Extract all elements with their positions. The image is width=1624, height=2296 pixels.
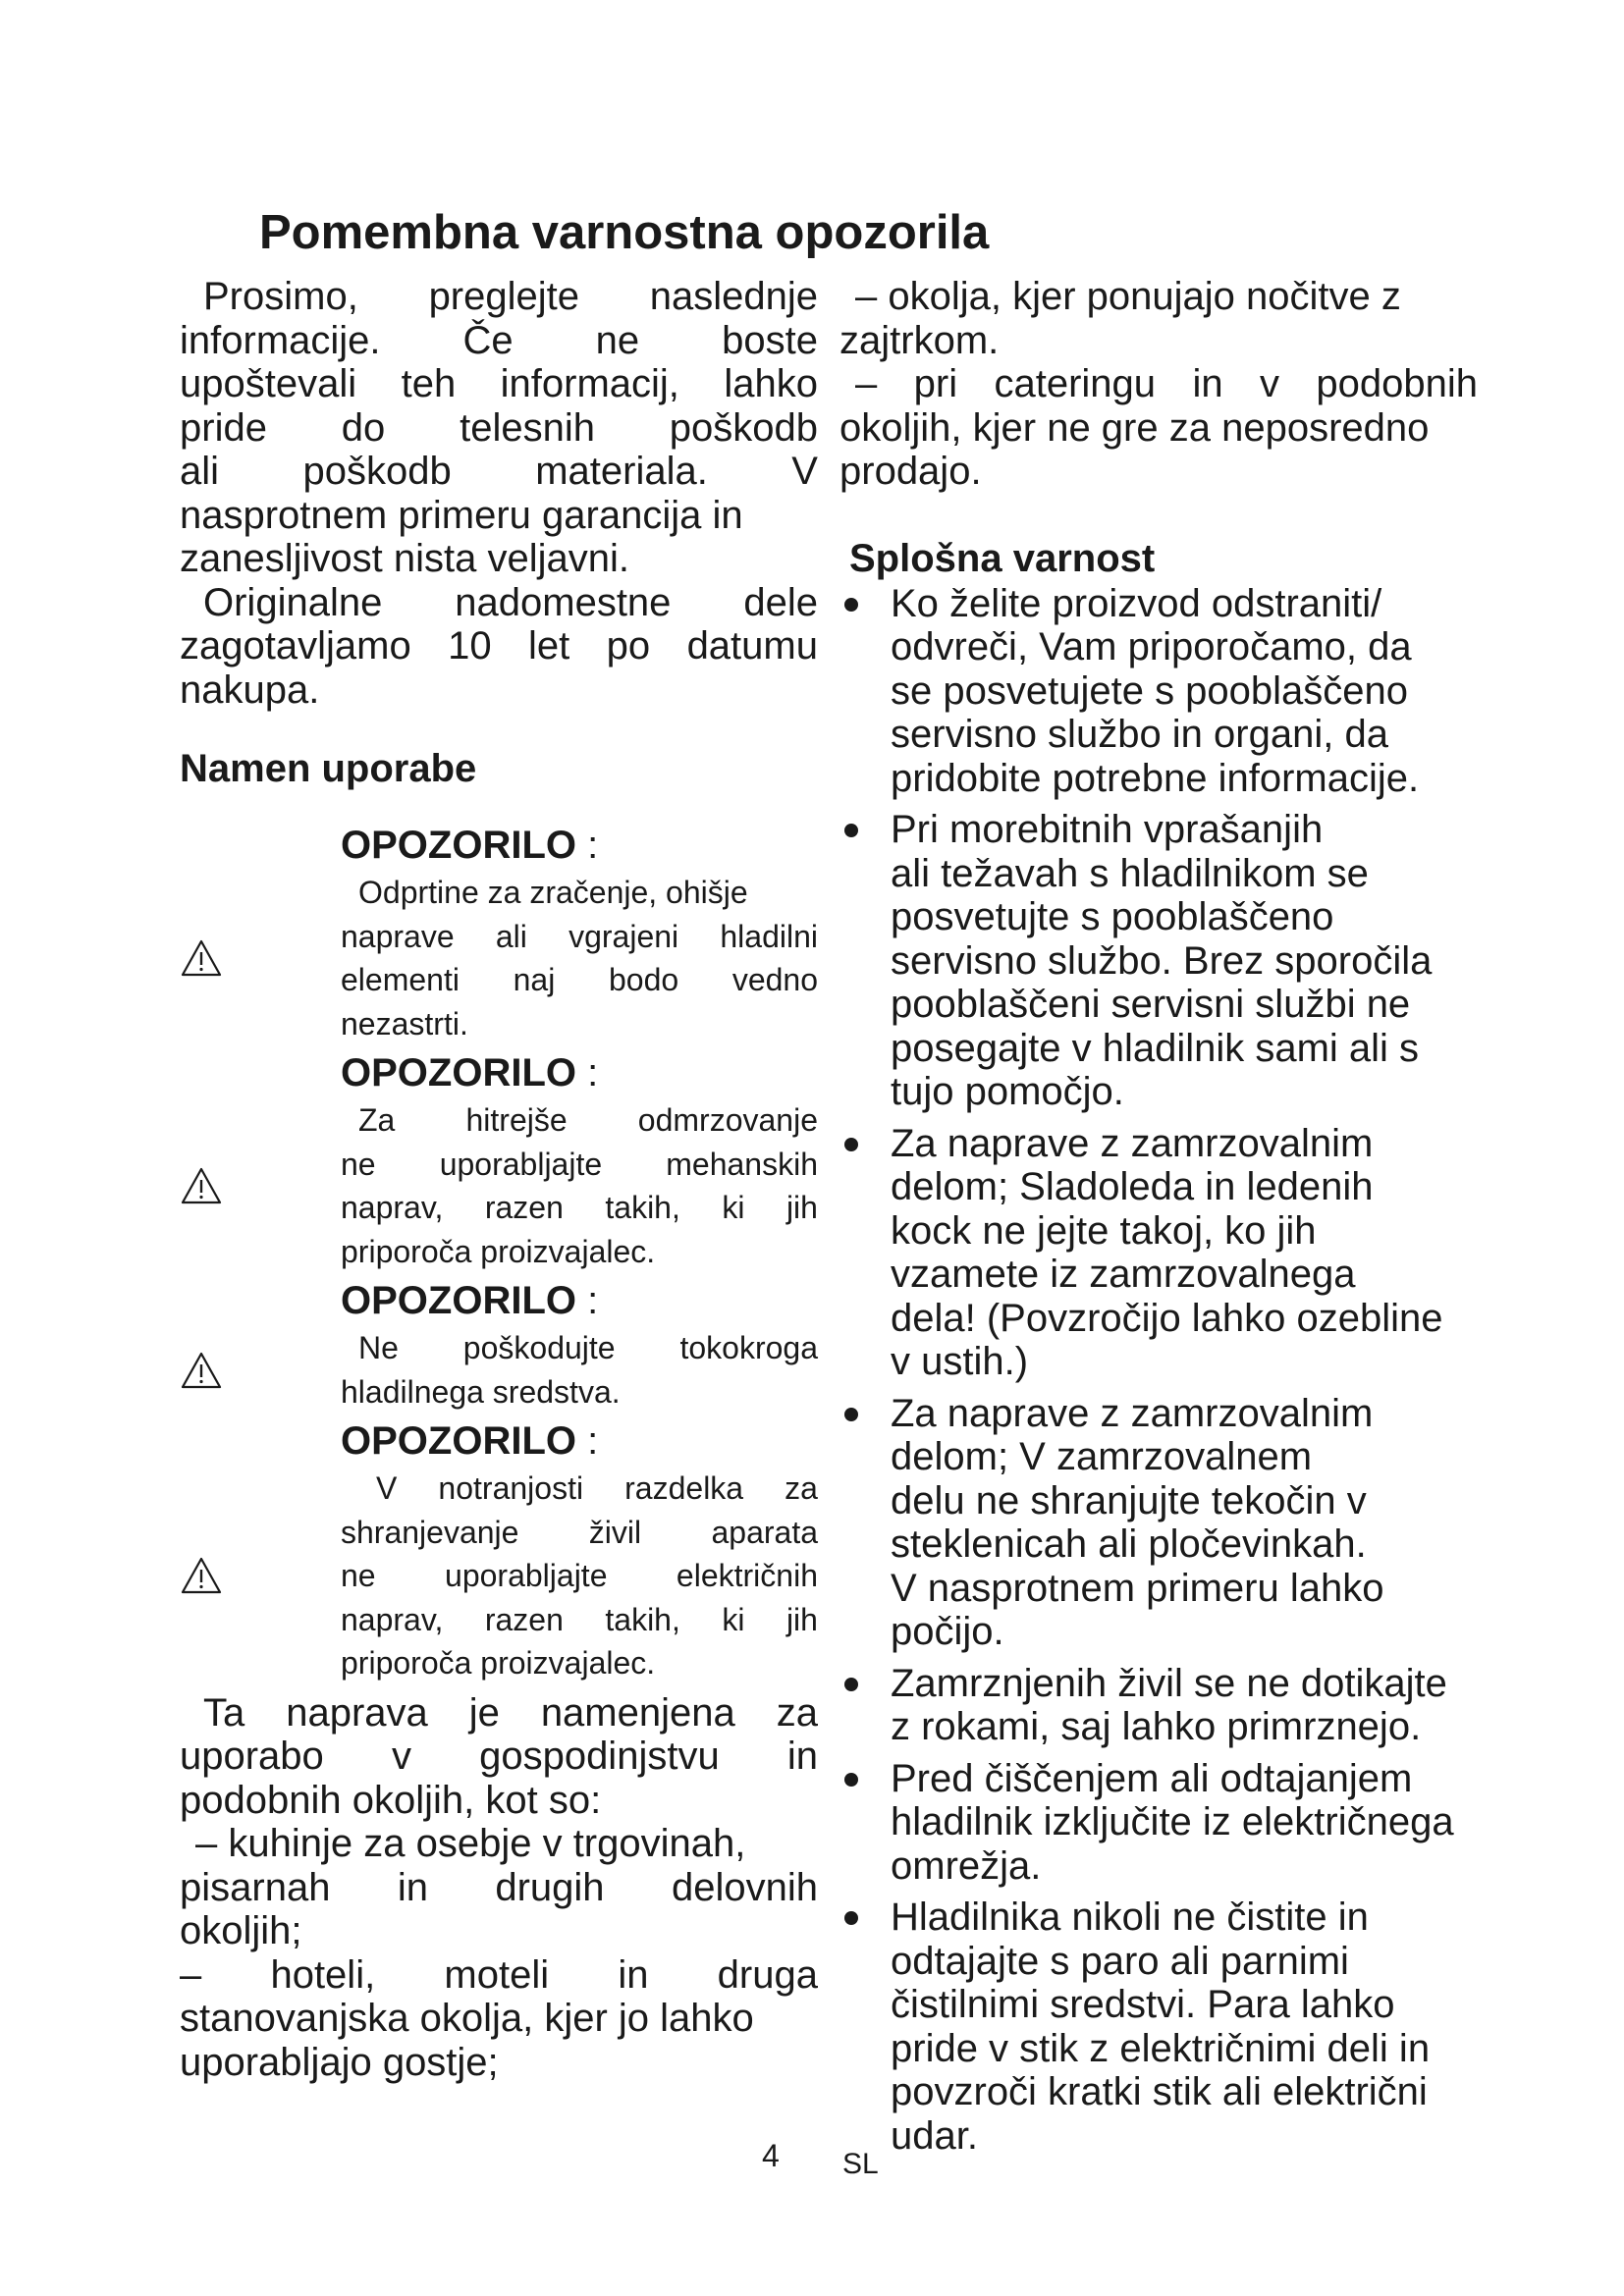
intended-use-line	[180, 1866, 818, 1910]
text-fragment: odmrzovanje	[637, 1102, 818, 1138]
warning-triangle-icon	[180, 1556, 223, 1595]
text-fragment: in	[786, 1735, 818, 1778]
warning-colon: :	[587, 824, 599, 867]
intended-use-continued	[839, 275, 1478, 494]
intended-use-line	[839, 319, 1478, 363]
intro-line	[180, 275, 818, 319]
safety-bullet-item	[839, 1757, 1478, 1889]
intended-use-line	[180, 1779, 818, 1823]
warning-label: OPOZORILO	[341, 1419, 576, 1463]
text-fragment: aparata	[711, 1514, 818, 1550]
text-fragment: takih,	[605, 1601, 680, 1637]
safety-bullet-item	[839, 1662, 1478, 1749]
text-fragment: Ne	[358, 1330, 399, 1365]
section-heading-splosna-varnost: Splošna varnost	[849, 536, 1156, 580]
text-fragment: naprava	[286, 1690, 428, 1735]
text-fragment: zajtrkom.	[839, 318, 1000, 362]
bullet-line: Zamrznjenih živil se ne dotikajte	[891, 1661, 1447, 1705]
text-fragment: v	[391, 1735, 411, 1778]
bullet-dot-icon	[844, 1408, 858, 1421]
bullet-dot-icon	[844, 598, 858, 612]
text-fragment: informacij,	[500, 362, 679, 405]
text-fragment: priporoča proizvajalec.	[341, 1645, 656, 1681]
text-fragment: ali	[495, 918, 527, 954]
text-fragment: gospodinjstvu	[479, 1735, 720, 1778]
text-fragment: je	[468, 1690, 500, 1735]
text-fragment: boste	[722, 318, 818, 362]
bullet-line: čistilnimi sredstvi. Para lahko	[891, 1983, 1395, 2026]
bullet-line: posegajte v hladilnik sami ali s	[891, 1026, 1420, 1070]
bullet-line: pooblaščeni servisni službi ne	[891, 983, 1411, 1026]
text-fragment: 10	[448, 624, 492, 667]
text-fragment: razen	[484, 1601, 564, 1637]
bullet-line: V nasprotnem primeru lahko	[891, 1566, 1384, 1610]
warning-line	[341, 1002, 818, 1046]
text-fragment: ne	[341, 1146, 376, 1182]
intro-line	[180, 494, 818, 538]
text-fragment: naslednje	[649, 275, 818, 318]
text-fragment: okoljih;	[180, 1909, 302, 1952]
text-fragment: zagotavljamo	[180, 624, 411, 667]
text-fragment: ki	[722, 1601, 745, 1637]
text-fragment: naprav,	[341, 1601, 444, 1637]
bullet-line: tujo pomočjo.	[891, 1070, 1124, 1113]
warning-line	[341, 1641, 818, 1685]
intended-use-line	[839, 450, 1478, 494]
text-fragment: namenjena	[540, 1690, 735, 1735]
text-fragment: podobnih	[1316, 362, 1478, 405]
intended-use-paragraph	[180, 1691, 818, 2085]
text-fragment: hoteli,	[270, 1952, 376, 1997]
intro-paragraph	[180, 275, 818, 712]
intro-line	[180, 406, 818, 451]
warning-line	[341, 871, 818, 915]
warning-line	[341, 1511, 818, 1555]
bullet-dot-icon	[844, 824, 858, 837]
text-fragment: ne	[595, 318, 640, 362]
text-fragment: V	[376, 1470, 398, 1506]
text-fragment: nakupa.	[180, 667, 320, 712]
text-fragment: preglejte	[428, 275, 579, 318]
safety-bullet-item	[839, 1122, 1478, 1384]
warning-label: OPOZORILO	[341, 1279, 576, 1322]
text-fragment: naprav,	[341, 1190, 444, 1225]
intended-use-line	[180, 1997, 818, 2041]
text-fragment: hladilnega sredstva.	[341, 1373, 621, 1410]
text-fragment: Prosimo,	[203, 275, 358, 318]
bullet-line: Za naprave z zamrzovalnim	[891, 1391, 1374, 1435]
warning-line	[341, 1143, 818, 1187]
text-fragment: jih	[785, 1190, 818, 1225]
bullet-line: delom; V zamrzovalnem	[891, 1435, 1313, 1478]
text-fragment: lahko	[724, 362, 818, 405]
warning-colon: :	[587, 1279, 599, 1322]
bullet-line: steklenicah ali pločevinkah.	[891, 1522, 1367, 1566]
warning-colon: :	[587, 1419, 599, 1463]
bullet-line: omrežja.	[891, 1843, 1042, 1888]
text-fragment: prodajo.	[839, 450, 982, 493]
bullet-line: v ustih.)	[891, 1340, 1029, 1383]
text-fragment: električnih	[676, 1558, 818, 1593]
bullet-line: dela! (Povzročijo lahko ozebline	[891, 1296, 1443, 1340]
warning-line	[341, 1598, 818, 1642]
right-column	[839, 275, 1478, 2165]
bullet-line: delom; Sladoleda in ledenih	[891, 1165, 1374, 1208]
intro-line	[180, 450, 818, 494]
text-fragment: dele	[743, 580, 818, 624]
warning-block	[341, 820, 818, 1045]
text-fragment: vedno	[731, 962, 818, 997]
text-fragment: jih	[785, 1601, 818, 1637]
bullet-line: pride v stik z električnimi deli in	[891, 2026, 1431, 2070]
page-title: Pomembna varnostna opozorila	[259, 206, 990, 259]
page-number: 4	[762, 2138, 780, 2173]
text-fragment: telesnih	[460, 405, 595, 450]
bullet-line: servisno službo. Brez sporočila	[891, 938, 1433, 983]
intended-use-line	[839, 406, 1478, 451]
text-fragment: do	[341, 405, 386, 450]
text-fragment: naprave	[341, 918, 455, 954]
bullet-line: delu ne shranjujte tekočin v	[891, 1478, 1367, 1522]
text-fragment: drugih	[495, 1865, 605, 1909]
left-column	[180, 275, 818, 2084]
bullet-line: povzroči kratki stik ali električni	[891, 2070, 1428, 2113]
bullet-line: z rokami, saj lahko primrznejo.	[891, 1705, 1422, 1748]
text-fragment: uporabljajte	[445, 1558, 608, 1593]
text-fragment: elementi	[341, 962, 460, 997]
text-fragment: razen	[484, 1190, 564, 1225]
text-fragment: ne	[341, 1558, 376, 1593]
bullet-line: Pred čiščenjem ali odtajanjem	[891, 1756, 1413, 1800]
language-code: SL	[842, 2148, 879, 2180]
safety-bullet-item	[839, 582, 1478, 801]
text-fragment: pride	[180, 405, 267, 450]
warning-heading	[341, 1047, 818, 1098]
warning-colon: :	[587, 1051, 599, 1095]
warnings-list	[180, 820, 818, 1685]
text-fragment: V	[791, 450, 818, 493]
bullet-line: odvreči, Vam priporočamo, da	[891, 625, 1412, 668]
text-fragment: za	[785, 1470, 818, 1506]
text-fragment: bodo	[608, 962, 679, 997]
bullet-line: Za naprave z zamrzovalnim	[891, 1121, 1374, 1165]
bullet-line: odtajajte s paro ali parnimi	[891, 1939, 1349, 1983]
intended-use-line	[839, 275, 1478, 319]
warning-triangle-icon	[180, 938, 223, 978]
text-fragment: Če	[462, 318, 514, 362]
text-fragment: razdelka	[624, 1470, 744, 1506]
bullet-line: kock ne jejte takoj, ko jih	[891, 1208, 1317, 1253]
text-fragment: –	[180, 1952, 202, 1997]
text-fragment: vgrajeni	[568, 918, 679, 954]
intro-line	[180, 668, 818, 713]
text-fragment: nasprotnem primeru garancija in	[180, 493, 743, 537]
text-fragment: upoštevali	[180, 362, 357, 405]
text-fragment: cateringu	[994, 362, 1157, 405]
bullet-line: hladilnik izključite iz električnega	[891, 1800, 1454, 1843]
text-fragment: Ta	[203, 1690, 245, 1735]
warning-text	[341, 871, 818, 1045]
text-fragment: –	[855, 362, 878, 405]
warning-line	[341, 1326, 818, 1370]
text-fragment: materiala.	[535, 450, 708, 493]
text-fragment: datumu	[686, 624, 818, 667]
text-fragment: moteli	[444, 1952, 550, 1997]
text-fragment: poškodujte	[462, 1330, 616, 1365]
warning-line	[341, 1467, 818, 1511]
intro-line	[180, 624, 818, 668]
text-fragment: in	[1192, 362, 1223, 405]
warning-line	[341, 1098, 818, 1143]
text-fragment: v	[1259, 362, 1279, 405]
text-fragment: uporabljajo gostje;	[180, 2040, 499, 2084]
text-fragment: za	[776, 1690, 818, 1735]
safety-bullet-item	[839, 1896, 1478, 2158]
intended-use-line	[180, 1691, 818, 1735]
text-fragment: priporoča proizvajalec.	[341, 1233, 656, 1269]
warning-line	[341, 1370, 818, 1415]
intro-line	[180, 319, 818, 363]
bullet-line: udar.	[891, 2113, 978, 2158]
text-fragment: zanesljivost nista veljavni.	[180, 537, 629, 580]
text-fragment: živil	[588, 1514, 642, 1550]
text-fragment: uporabo	[180, 1735, 324, 1778]
intended-use-line	[180, 1909, 818, 1953]
bullet-dot-icon	[844, 1773, 858, 1787]
warning-line	[341, 958, 818, 1002]
intended-use-line	[180, 1953, 818, 1998]
text-fragment: – okolja, kjer ponujajo nočitve z	[855, 275, 1401, 318]
bullet-dot-icon	[844, 1138, 858, 1151]
warning-triangle-icon	[180, 1166, 223, 1205]
text-fragment: takih,	[605, 1190, 680, 1225]
intended-use-line	[180, 1822, 818, 1866]
warning-line	[341, 1230, 818, 1274]
text-fragment: Odprtine za zračenje, ohišje	[358, 875, 748, 910]
text-fragment: let	[528, 624, 570, 667]
text-fragment: stanovanjska okolja, kjer jo lahko	[180, 1997, 754, 2040]
warning-heading	[341, 820, 818, 871]
text-fragment: nezastrti.	[341, 1005, 468, 1041]
bullet-line: posvetujte s pooblaščeno	[891, 895, 1334, 938]
warning-text	[341, 1326, 818, 1414]
warning-heading	[341, 1275, 818, 1326]
bullet-line: servisno službo in organi, da	[891, 713, 1388, 756]
text-fragment: teh	[401, 362, 457, 405]
intended-use-line	[180, 2041, 818, 2085]
text-fragment: poškodb	[302, 450, 452, 493]
section-heading-namen-uporabe: Namen uporabe	[180, 747, 477, 790]
intro-line	[180, 537, 818, 581]
text-fragment: hitrejše	[465, 1102, 568, 1138]
general-safety-list	[839, 582, 1478, 2159]
text-fragment: pisarnah	[180, 1865, 331, 1909]
text-fragment: tokokroga	[679, 1330, 818, 1365]
intro-line	[180, 581, 818, 625]
warning-text	[341, 1467, 818, 1685]
intended-use-line	[839, 362, 1478, 406]
bullet-line: Hladilnika nikoli ne čistite in	[891, 1896, 1369, 1939]
text-fragment: informacije.	[180, 318, 381, 362]
text-fragment: delovnih	[671, 1865, 818, 1909]
text-fragment: shranjevanje	[341, 1514, 519, 1550]
warning-text	[341, 1098, 818, 1273]
text-fragment: po	[606, 624, 651, 667]
bullet-line: Pri morebitnih vprašanjih	[891, 808, 1324, 851]
text-fragment: ali	[180, 450, 220, 493]
text-fragment: mehanskih	[666, 1146, 818, 1182]
intended-use-line	[180, 1735, 818, 1779]
bullet-line: ali težavah s hladilnikom se	[891, 851, 1369, 895]
warning-block	[341, 1275, 818, 1414]
warning-line	[341, 915, 818, 959]
text-fragment: hladilni	[720, 918, 818, 954]
text-fragment: ki	[722, 1190, 745, 1225]
warning-label: OPOZORILO	[341, 824, 576, 867]
text-fragment: in	[618, 1952, 649, 1997]
text-fragment: nadomestne	[455, 580, 672, 624]
text-fragment: Za	[358, 1102, 396, 1138]
warning-line	[341, 1554, 818, 1598]
warning-heading	[341, 1415, 818, 1467]
bullet-dot-icon	[844, 1911, 858, 1925]
text-fragment: – kuhinje za osebje v trgovinah,	[195, 1822, 746, 1865]
text-fragment: pri	[913, 362, 958, 405]
text-fragment: poškodb	[669, 405, 818, 450]
safety-bullet-item	[839, 808, 1478, 1114]
bullet-line: se posvetujete s pooblaščeno	[891, 668, 1409, 713]
bullet-line: vzamete iz zamrzovalnega	[891, 1253, 1356, 1296]
safety-bullet-item	[839, 1392, 1478, 1654]
text-fragment: notranjosti	[438, 1470, 584, 1506]
text-fragment: naj	[513, 962, 556, 997]
bullet-line: počijo.	[891, 1610, 1004, 1653]
warning-triangle-icon	[180, 1351, 223, 1390]
text-fragment: in	[397, 1865, 428, 1909]
text-fragment: druga	[717, 1952, 818, 1997]
warning-block	[341, 1415, 818, 1685]
bullet-dot-icon	[844, 1678, 858, 1691]
text-fragment: podobnih okoljih, kot so:	[180, 1778, 602, 1822]
warning-line	[341, 1186, 818, 1230]
warning-label: OPOZORILO	[341, 1051, 576, 1095]
intro-line	[180, 362, 818, 406]
text-fragment: okoljih, kjer ne gre za neposredno	[839, 405, 1430, 450]
text-fragment: Originalne	[203, 580, 383, 624]
bullet-line: Ko želite proizvod odstraniti/	[891, 581, 1382, 625]
warning-block	[341, 1047, 818, 1273]
bullet-line: pridobite potrebne informacije.	[891, 756, 1420, 800]
text-fragment: uporabljajte	[439, 1146, 603, 1182]
